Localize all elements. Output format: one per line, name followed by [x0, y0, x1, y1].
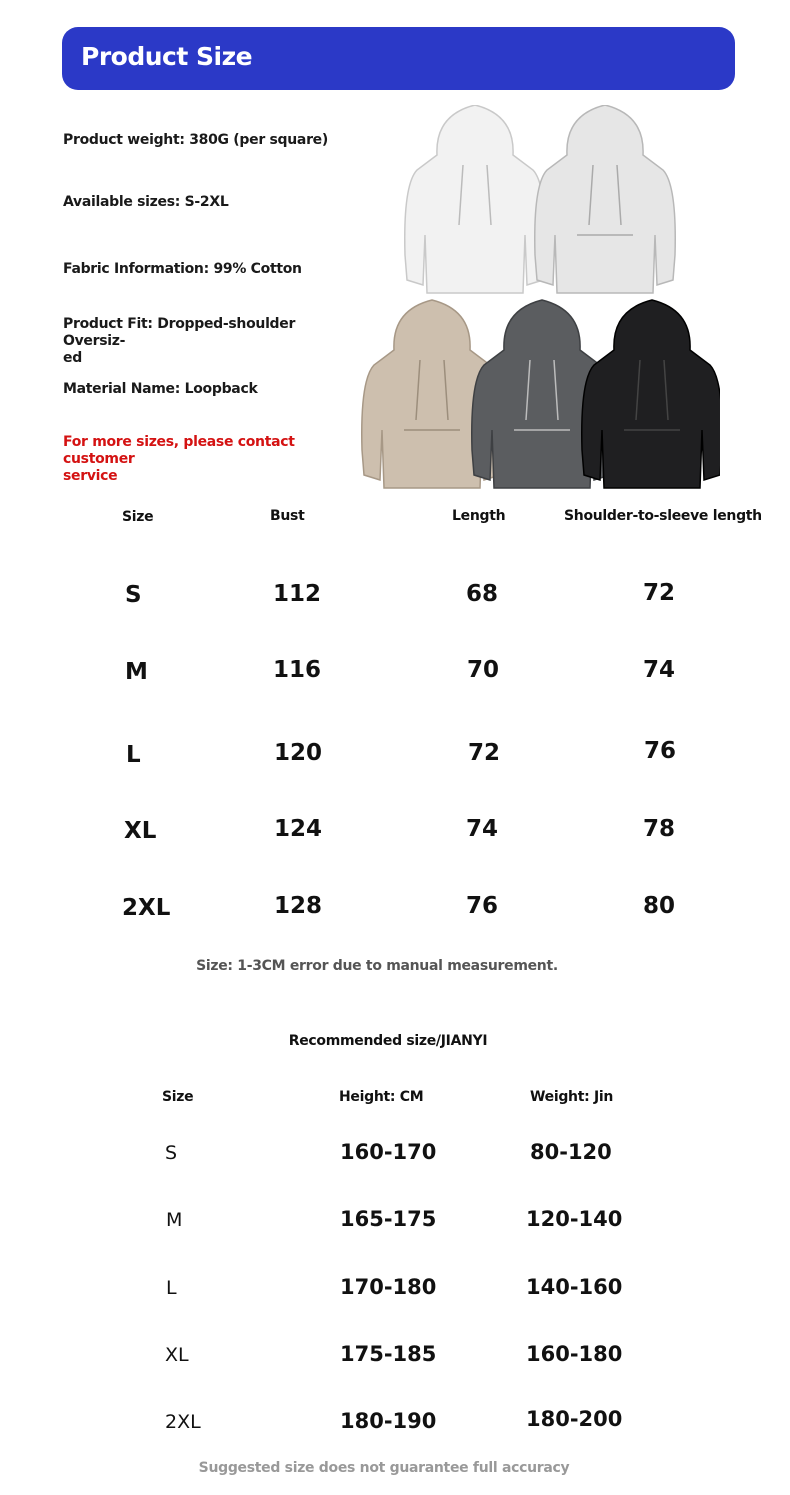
contact-line2: service — [63, 468, 118, 484]
rec-height-cell: 165-175 — [340, 1207, 437, 1231]
measurement-note: Size: 1-3CM error due to manual measurement. — [196, 958, 558, 974]
recommend-title: Recommended size/JIANYI — [288, 1033, 488, 1049]
product-size-banner — [62, 27, 735, 90]
contact-note — [63, 434, 343, 485]
sleeve-cell: 80 — [643, 893, 676, 919]
rec-size-cell: S — [165, 1142, 178, 1164]
header-bust: Bust — [270, 508, 305, 524]
product-fit-line1: Product Fit: Dropped-shoulder Oversiz- — [63, 316, 296, 349]
rec-header-height: Height: CM — [339, 1089, 424, 1105]
sleeve-cell: 74 — [643, 657, 676, 683]
sleeve-cell: 78 — [643, 816, 676, 842]
length-cell: 70 — [467, 657, 500, 683]
rec-weight-cell: 80-120 — [530, 1140, 612, 1164]
rec-height-cell: 180-190 — [340, 1409, 437, 1433]
hoodie-product-photo — [360, 105, 720, 490]
size-cell: M — [125, 659, 148, 685]
rec-weight-cell: 160-180 — [526, 1342, 623, 1366]
suggestion-note: Suggested size does not guarantee full accuracy — [198, 1460, 570, 1476]
rec-size-cell: 2XL — [165, 1411, 201, 1433]
bust-cell: 124 — [274, 816, 323, 842]
banner-title: Product Size — [81, 42, 253, 71]
rec-height-cell: 170-180 — [340, 1275, 437, 1299]
product-weight: Product weight: 380G (per square) — [63, 132, 328, 148]
sleeve-cell: 72 — [643, 580, 676, 606]
rec-height-cell: 175-185 — [340, 1342, 437, 1366]
bust-cell: 120 — [274, 740, 323, 766]
header-shoulder-sleeve: Shoulder-to-sleeve length — [564, 508, 762, 524]
bust-cell: 116 — [273, 657, 322, 683]
length-cell: 74 — [466, 816, 499, 842]
rec-size-cell: XL — [165, 1344, 189, 1366]
black-hoodie — [582, 300, 720, 488]
bust-cell: 128 — [274, 893, 323, 919]
rec-height-cell: 160-170 — [340, 1140, 437, 1164]
fabric-information: Fabric Information: 99% Cotton — [63, 261, 302, 277]
white-hoodie — [405, 105, 546, 293]
header-size: Size — [122, 509, 154, 525]
rec-weight-cell: 140-160 — [526, 1275, 623, 1299]
header-length: Length — [452, 508, 506, 524]
size-cell: S — [125, 582, 142, 608]
length-cell: 72 — [468, 740, 501, 766]
available-sizes: Available sizes: S-2XL — [63, 194, 229, 210]
product-fit-line2: ed — [63, 350, 82, 366]
length-cell: 68 — [466, 581, 499, 607]
material-name: Material Name: Loopback — [63, 381, 258, 397]
rec-size-cell: L — [166, 1277, 177, 1299]
light-gray-hoodie — [535, 105, 676, 293]
rec-size-cell: M — [166, 1209, 183, 1231]
size-cell: L — [126, 742, 141, 768]
size-cell: XL — [124, 818, 157, 844]
product-fit — [63, 316, 343, 367]
rec-header-size: Size — [162, 1089, 194, 1105]
sleeve-cell: 76 — [644, 738, 677, 764]
rec-weight-cell: 180-200 — [526, 1407, 623, 1431]
rec-weight-cell: 120-140 — [526, 1207, 623, 1231]
size-cell: 2XL — [122, 895, 171, 921]
contact-line1: For more sizes, please contact customer — [63, 434, 295, 467]
rec-header-weight: Weight: Jin — [530, 1089, 614, 1105]
length-cell: 76 — [466, 893, 499, 919]
bust-cell: 112 — [273, 581, 322, 607]
